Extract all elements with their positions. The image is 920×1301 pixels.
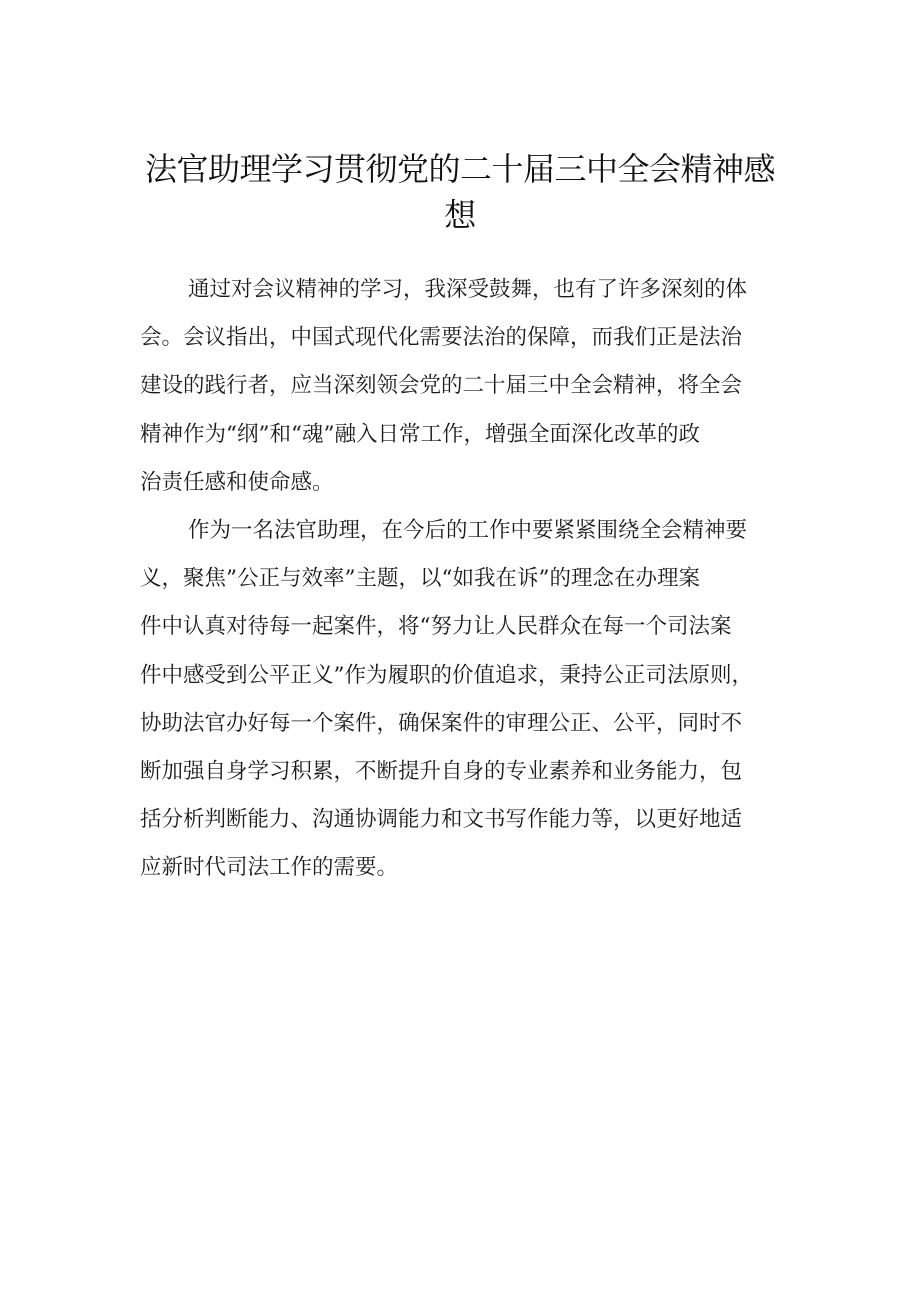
paragraph — [140, 266, 785, 507]
paragraph-line: 治责任感和使命感。 — [140, 469, 334, 495]
paragraph — [140, 507, 785, 893]
paragraph-line: 件中感受到公平正义”作为履职的价值追求，秉持公正司法原则， — [140, 662, 753, 688]
document-title — [140, 146, 780, 238]
paragraph-line: 作为一名法官助理，在今后的工作中要紧紧围绕全会精神要 — [188, 517, 748, 543]
title-line: 想 — [444, 196, 476, 234]
paragraph-line: 断加强自身学习积累，不断提升自身的专业素养和业务能力，包 — [140, 758, 743, 784]
title-line: 法官助理学习贯彻党的二十届三中全会精神感 — [144, 150, 775, 188]
paragraph-line: 会。会议指出，中国式现代化需要法治的保障，而我们正是法治 — [140, 325, 743, 351]
paragraph-line: 协助法官办好每一个案件，确保案件的审理公正、公平，同时不 — [140, 710, 743, 736]
paragraph-line: 精神作为“纲”和“魂”融入日常工作，增强全面深化改革的政 — [140, 421, 700, 447]
paragraph-line: 件中认真对待每一起案件，将“努力让人民群众在每一个司法案 — [140, 614, 732, 640]
paragraph-line: 通过对会议精神的学习，我深受鼓舞，也有了许多深刻的体 — [188, 277, 748, 302]
paragraph-line: 义，聚焦”公正与效率”主题，以“如我在诉”的理念在办理案 — [140, 566, 700, 592]
paragraph-line: 括分析判断能力、沟通协调能力和文书写作能力等，以更好地适 — [140, 807, 743, 833]
paragraph-line: 建设的践行者，应当深刻领会党的二十届三中全会精神，将全会 — [140, 373, 743, 399]
paragraph-line: 应新时代司法工作的需要。 — [140, 855, 399, 881]
document-body — [140, 266, 785, 892]
